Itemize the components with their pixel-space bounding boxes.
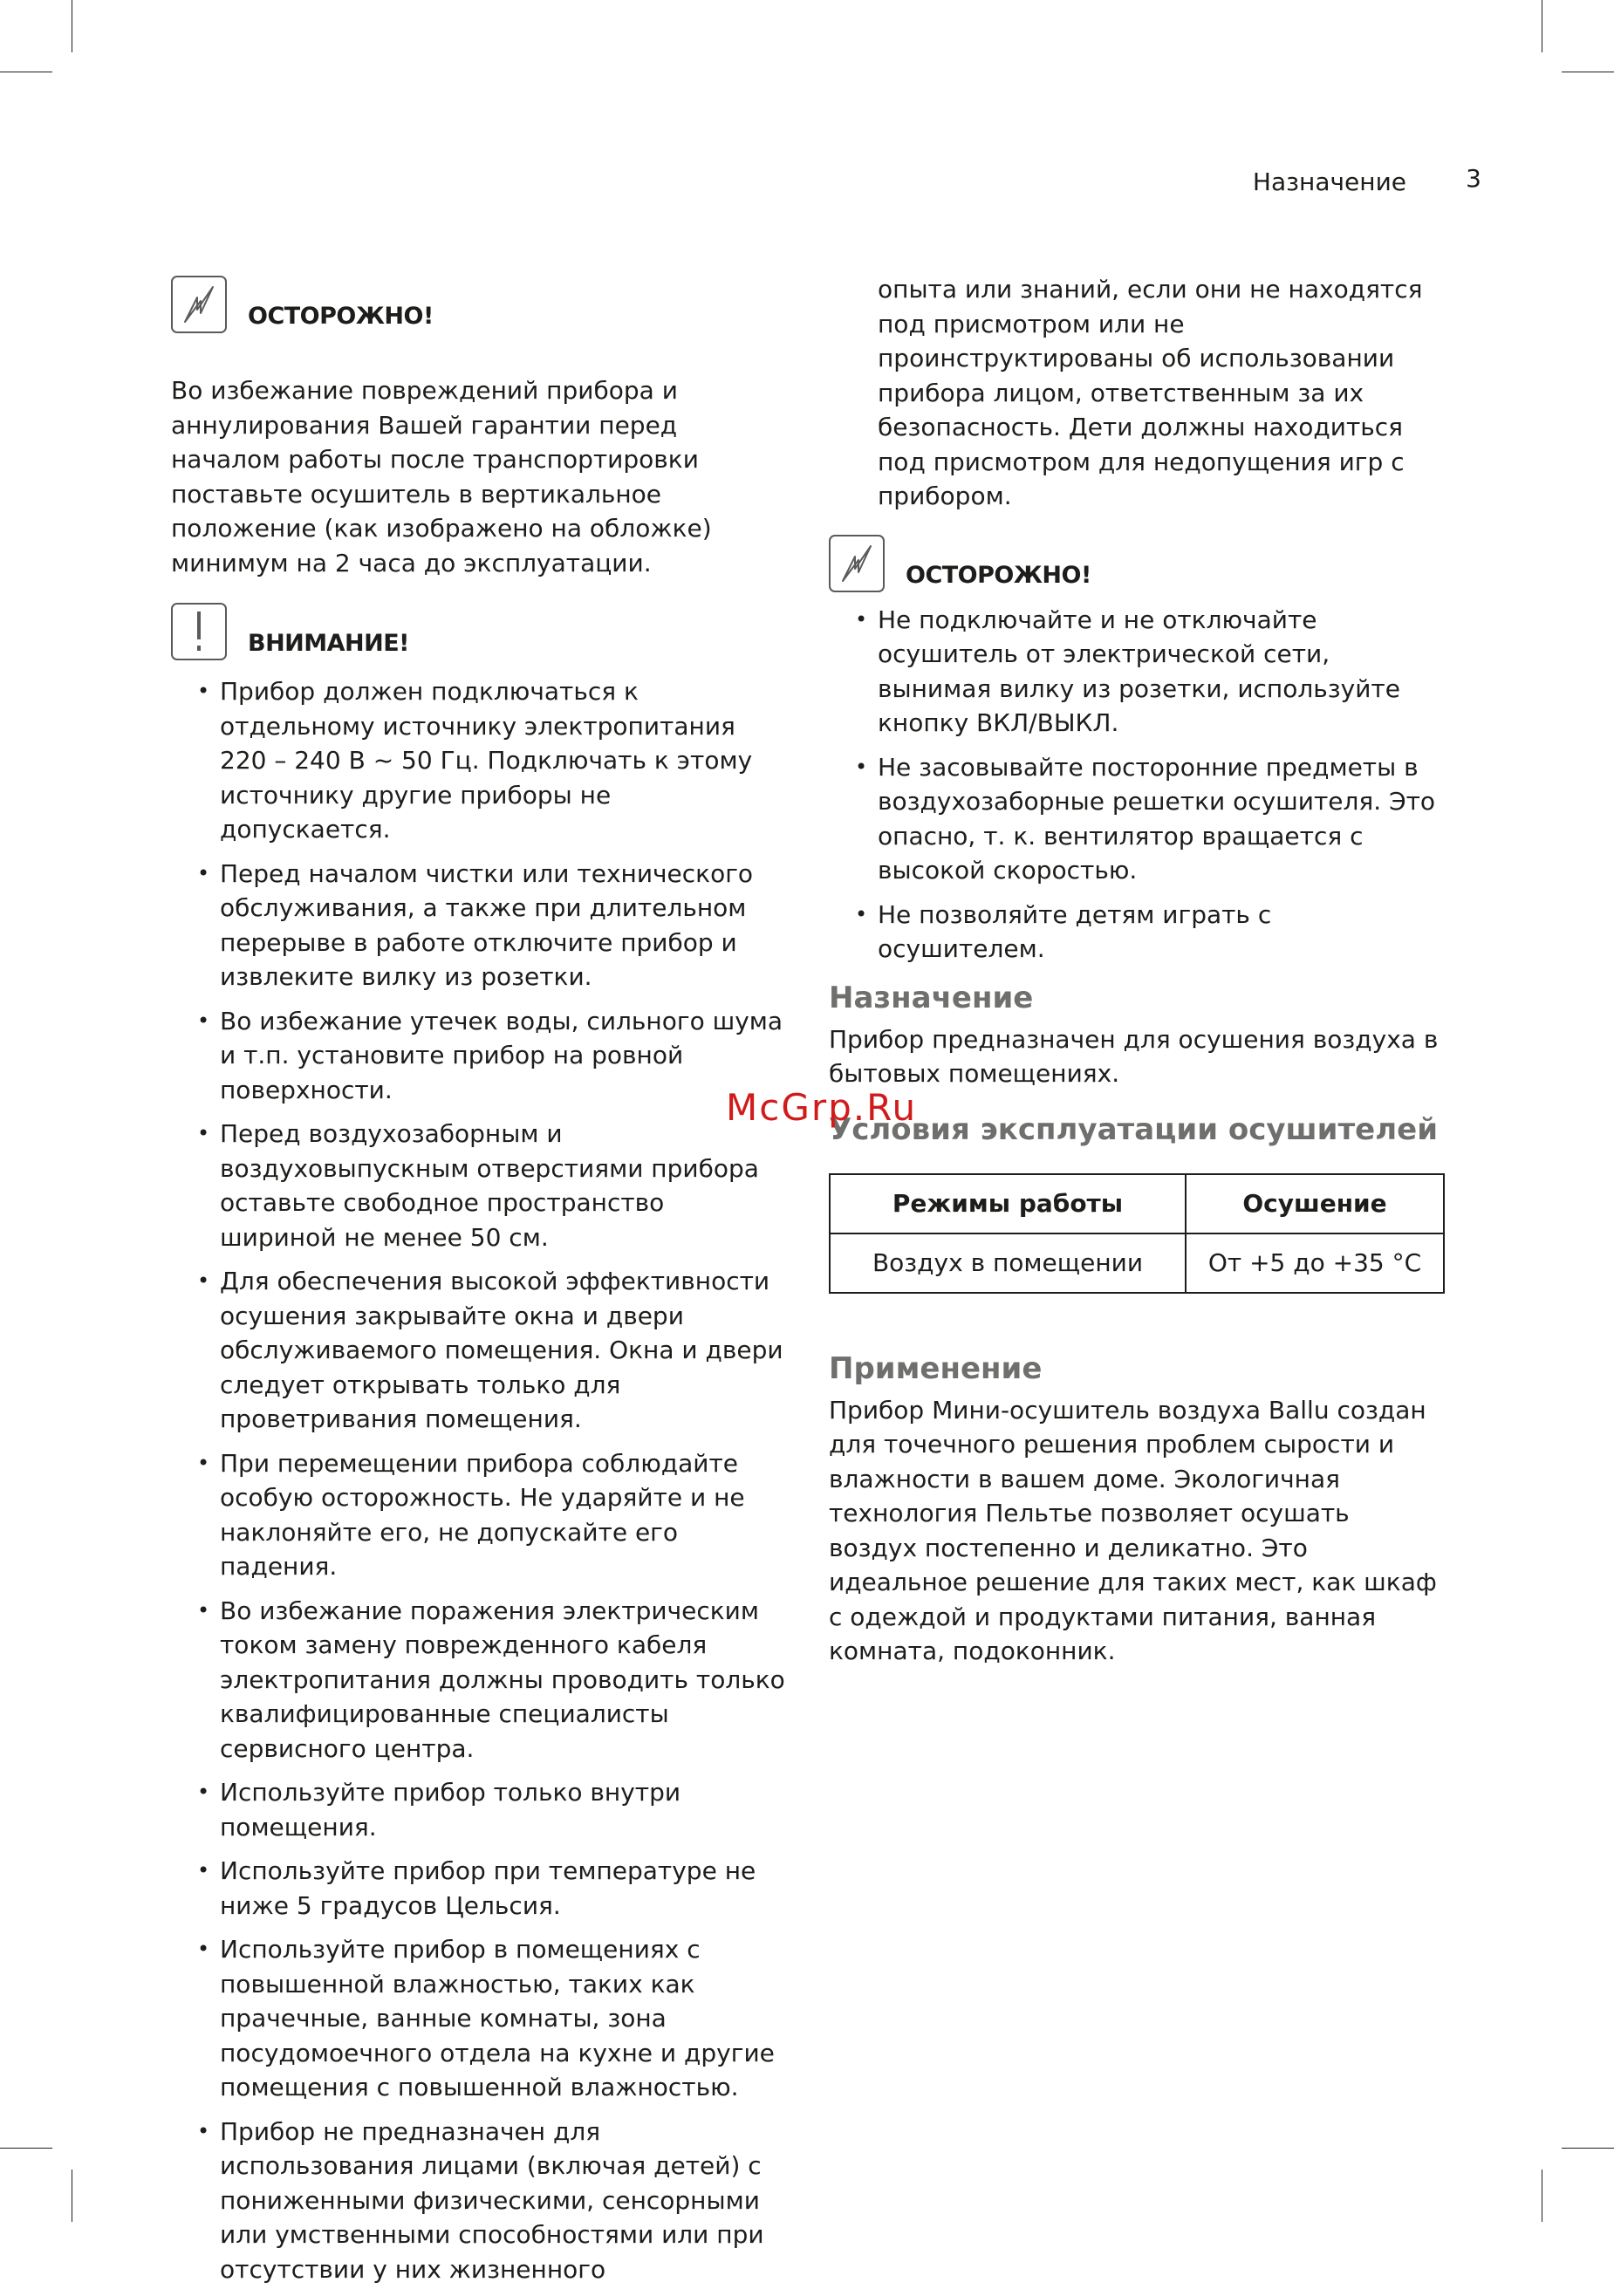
crop-mark — [1562, 2148, 1614, 2149]
caution-text: Во избежание повреждений прибора и аннулирования Вашей гарантии перед началом работы после транспортировки поставьте осушитель в вертикальное положение (как изображено на обложке) минимум на 2 часа до эксплуатации. — [171, 376, 712, 577]
page-header-title: Назначение — [1252, 167, 1406, 196]
table-header-cell: Режимы работы — [830, 1174, 1186, 1233]
table-header-cell: Осушение — [1186, 1174, 1444, 1233]
caution-callout — [171, 272, 787, 333]
attention-callout — [171, 599, 787, 660]
attention-list — [171, 674, 787, 2286]
right-column — [829, 272, 1445, 1669]
conditions-heading: Условия эксплуатации осушителей — [829, 1111, 1439, 1147]
list-item: • Используйте прибор при температуре не ниже 5 градусов Цельсия. — [171, 1854, 787, 1923]
list-item: • Прибор должен подключаться к отдельному источнику электропитания 220 – 240 В ~ 50 Гц. Подключать к этому источнику другие приборы не допускается. — [171, 674, 787, 847]
purpose-text: Прибор предназначен для осушения воздуха в бытовых помещениях. — [829, 1024, 1439, 1088]
table-row — [830, 1233, 1444, 1293]
list-item: • Прибор не предназначен для использования лицами (включая детей) с пониженными физическими, сенсорными или умственными способностями или при отсутствии у них жизненного — [171, 2115, 787, 2287]
list-item: • Во избежание поражения электрическим током замену поврежденного кабеля электропитания должны проводить только квалифицированные специалисты сервисного центра. — [171, 1594, 787, 1766]
continuation-text: опыта или знаний, если они не находятся под присмотром или не проинструктированы об использовании прибора лицом, ответственным за их безопасность. Дети должны находиться под присмотром для недопущения игр с прибором. — [878, 275, 1423, 510]
list-item: • Не позволяйте детям играть с осушителем. — [829, 898, 1445, 967]
crop-mark — [0, 2148, 52, 2149]
page-number: 3 — [1466, 164, 1481, 193]
list-item: • Используйте прибор только внутри помещения. — [171, 1775, 787, 1844]
page-header — [1252, 164, 1481, 196]
caution-label: ОСТОРОЖНО! — [248, 303, 434, 330]
caution-callout-2 — [829, 531, 1445, 592]
caution2-list — [829, 603, 1445, 967]
list-item: • При перемещении прибора соблюдайте особую осторожность. Не ударяйте и не наклоняйте его, не допускайте его падения. — [171, 1446, 787, 1584]
usage-heading: Применение — [829, 1350, 1043, 1386]
conditions-table — [829, 1173, 1445, 1294]
list-item: • Не подключайте и не отключайте осушитель от электрической сети, вынимая вилку из розетки, используйте кнопку ВКЛ/ВЫКЛ. — [829, 603, 1445, 741]
list-item: • Для обеспечения высокой эффективности осушения закрывайте окна и двери обслуживаемого помещения. Окна и двери следует открывать только для проветривания помещения. — [171, 1264, 787, 1437]
list-item: • Перед началом чистки или технического обслуживания, а также при длительном перерыве в работе отключите прибор и извлеките вилку из розетки. — [171, 857, 787, 994]
table-cell: Воздух в помещении — [830, 1233, 1186, 1293]
caution2-label: ОСТОРОЖНО! — [906, 561, 1091, 589]
attention-label: ВНИМАНИЕ! — [248, 630, 409, 657]
lightning-warning-icon — [829, 535, 885, 592]
usage-text: Прибор Мини-осушитель воздуха Ballu создан для точечного решения проблем сырости и влажности в вашем доме. Экологичная технология Пельтье позволяет осушать воздух постепенно и деликатно. Это идеальное решение для таких мест, как шкаф с одеждой и продуктами питания, ванная комната, подоконник. — [829, 1395, 1437, 1665]
lightning-warning-icon — [171, 276, 227, 333]
list-item: • Перед воздухозаборным и воздуховыпускным отверстиями прибора оставьте свободное пространство шириной не менее 50 см. — [171, 1117, 787, 1254]
left-column — [171, 272, 787, 2296]
watermark: McGrp.Ru — [726, 1086, 918, 1129]
exclamation-icon — [171, 603, 227, 660]
list-item: • Используйте прибор в помещениях с повышенной влажностью, таких как прачечные, ванные комнаты, зона посудомоечного отдела на кухне и другие помещения с повышенной влажностью. — [171, 1932, 787, 2105]
purpose-heading: Назначение — [829, 980, 1034, 1015]
list-item: • Во избежание утечек воды, сильного шума и т.п. установите прибор на ровной поверхности. — [171, 1004, 787, 1108]
list-item: • Не засовывайте посторонние предметы в воздухозаборные решетки осушителя. Это опасно, т. к. вентилятор вращается с высокой скоростью. — [829, 750, 1445, 888]
table-header-row — [830, 1174, 1444, 1233]
table-cell: От +5 до +35 °С — [1186, 1233, 1444, 1293]
